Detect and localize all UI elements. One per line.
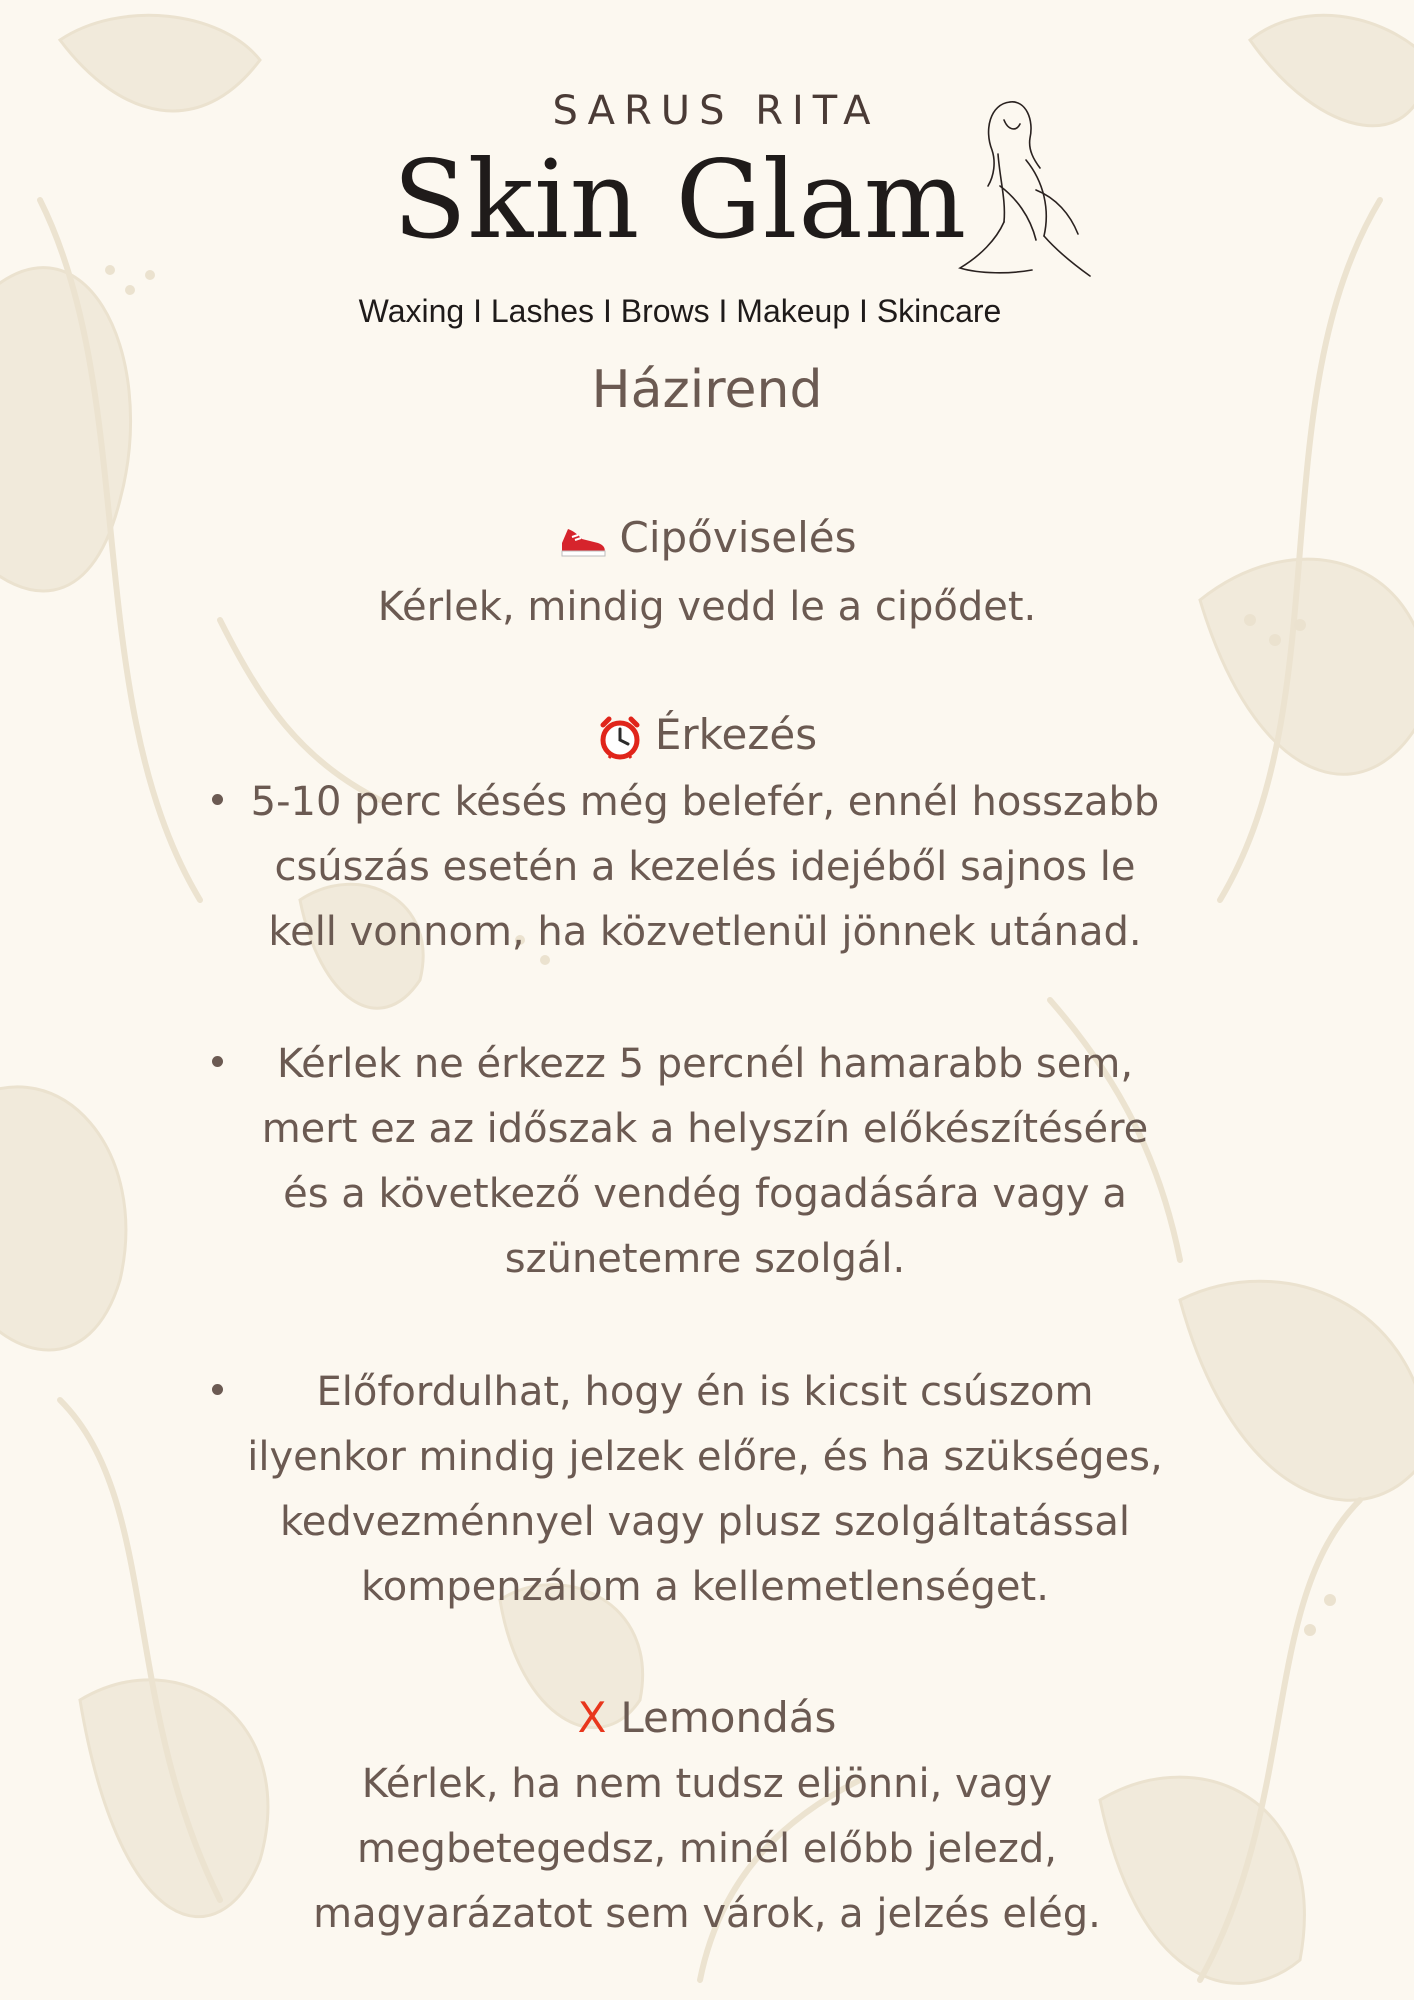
page-title: Házirend xyxy=(591,360,823,420)
cancel-text: Kérlek, ha nem tudsz eljönni, vagy megbetegedsz, minél előbb jelezd, magyarázatot sem várok, a jelzés elég. xyxy=(313,1761,1101,1937)
arrival-bullet-text: 5-10 perc késés még belefér, ennél hosszabb csúszás esetén a kezelés idejéből sajnos le kell vonnom, ha közvetlenül jönnek utánad. xyxy=(250,779,1160,955)
shoes-text: Kérlek, mindig vedd le a cipődet. xyxy=(377,584,1037,630)
arrival-bullet-text: Előfordulhat, hogy én is kicsit csúszom ilyenkor mindig jelzek előre, és ha szükséges, kedvezménnyel vagy plusz szolgáltatással kompenzálom a kellemetlenséget. xyxy=(247,1369,1163,1610)
brand-owner-name: SARUS RITA xyxy=(552,88,880,134)
cancel-heading xyxy=(0,1693,1414,1742)
shoes-heading xyxy=(0,513,1414,562)
services-list: Waxing I Lashes I Brows I Makeup I Skincare xyxy=(358,293,1002,329)
arrival-heading xyxy=(0,710,1414,761)
bullet-dot xyxy=(212,1056,223,1067)
arrival-bullet-text: Kérlek ne érkezz 5 percnél hamarabb sem, mert ez az időszak a helyszín előkészítésére és a következő vendég fogadására vagy a szünetemre szolgál. xyxy=(261,1041,1149,1282)
cancel-heading-label: Lemondás xyxy=(620,1693,837,1742)
alarm-clock-icon xyxy=(597,715,643,761)
sneaker-icon xyxy=(558,521,608,561)
arrival-heading-label: Érkezés xyxy=(654,710,818,759)
woman-line-drawing-icon xyxy=(940,90,1100,290)
x-mark-icon: X xyxy=(577,1693,607,1742)
shoes-heading-label: Cipőviselés xyxy=(619,513,857,562)
bullet-dot xyxy=(212,794,223,805)
brand-logo-text: Skin Glam xyxy=(392,138,968,263)
bullet-dot xyxy=(212,1384,223,1395)
